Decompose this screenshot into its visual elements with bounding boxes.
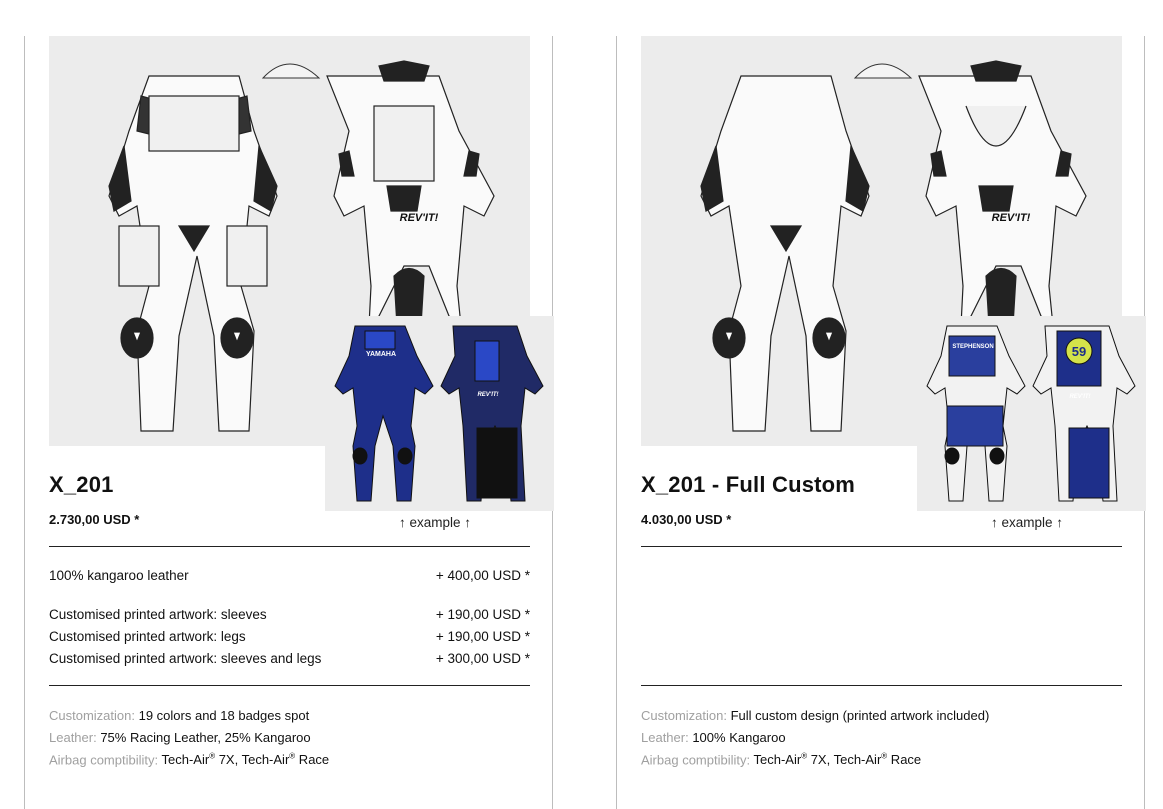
option-label: Customised printed artwork: legs <box>49 629 246 644</box>
example-note: ↑ example ↑ <box>991 515 1064 530</box>
example-suit-brand-logo: REV'IT! <box>1069 394 1091 400</box>
product-price: 4.030,00 USD * <box>641 512 732 527</box>
separator-left <box>24 36 25 809</box>
spec-value: 100% Kangaroo <box>692 730 786 745</box>
sponsor-logo: STEPHENSON <box>952 344 994 350</box>
divider-bottom <box>49 685 530 686</box>
spec-label: Leather: <box>49 730 97 745</box>
option-row <box>49 629 530 644</box>
product-title: X_201 <box>49 472 114 497</box>
option-label: Customised printed artwork: sleeves <box>49 607 267 622</box>
spec-customization <box>641 708 989 723</box>
option-row <box>49 568 530 583</box>
example-image-custom-suit[interactable] <box>917 316 1146 511</box>
spec-label: Airbag comptibility: <box>641 752 751 768</box>
spec-leather <box>641 730 786 745</box>
example-image-yamaha-suit[interactable] <box>325 316 554 511</box>
example-suit-brand-logo: REV'IT! <box>477 392 499 398</box>
option-price: + 300,00 USD * <box>435 651 530 666</box>
divider-bottom <box>641 685 1122 686</box>
spec-value: 19 colors and 18 badges spot <box>138 708 310 723</box>
spec-label: Customization: <box>641 708 727 723</box>
option-row <box>49 607 530 622</box>
option-price: + 400,00 USD * <box>435 568 530 583</box>
spec-label: Leather: <box>641 730 689 745</box>
yamaha-logo: YAMAHA <box>365 351 397 358</box>
product-title: X_201 - Full Custom <box>641 472 856 497</box>
option-price: + 190,00 USD * <box>435 607 530 622</box>
spec-value: 75% Racing Leather, 25% Kangaroo <box>100 730 311 745</box>
product-card-x201 <box>49 36 530 809</box>
spec-value: Full custom design (printed artwork included) <box>730 708 990 723</box>
divider-top <box>641 546 1122 547</box>
spec-airbag <box>49 752 329 767</box>
option-row <box>49 651 530 666</box>
example-note: ↑ example ↑ <box>399 515 472 530</box>
spec-label: Airbag comptibility: <box>49 752 159 768</box>
spec-customization <box>49 708 309 723</box>
suit-brand-logo: REV'IT! <box>399 212 439 224</box>
separator-middle-right <box>616 36 617 809</box>
race-number: 59 <box>1071 344 1087 359</box>
option-label: 100% kangaroo leather <box>49 568 189 583</box>
option-label: Customised printed artwork: sleeves and legs <box>49 651 322 666</box>
spec-leather <box>49 730 311 745</box>
option-price: + 190,00 USD * <box>435 629 530 644</box>
product-card-x201-full-custom <box>641 36 1122 809</box>
product-price: 2.730,00 USD * <box>49 512 140 527</box>
spec-airbag <box>641 752 921 767</box>
divider-top <box>49 546 530 547</box>
spec-value: Tech-Air® 7X, Tech-Air® Race <box>161 752 330 768</box>
spec-label: Customization: <box>49 708 135 723</box>
spec-value: Tech-Air® 7X, Tech-Air® Race <box>753 752 922 768</box>
suit-brand-logo: REV'IT! <box>991 212 1031 224</box>
